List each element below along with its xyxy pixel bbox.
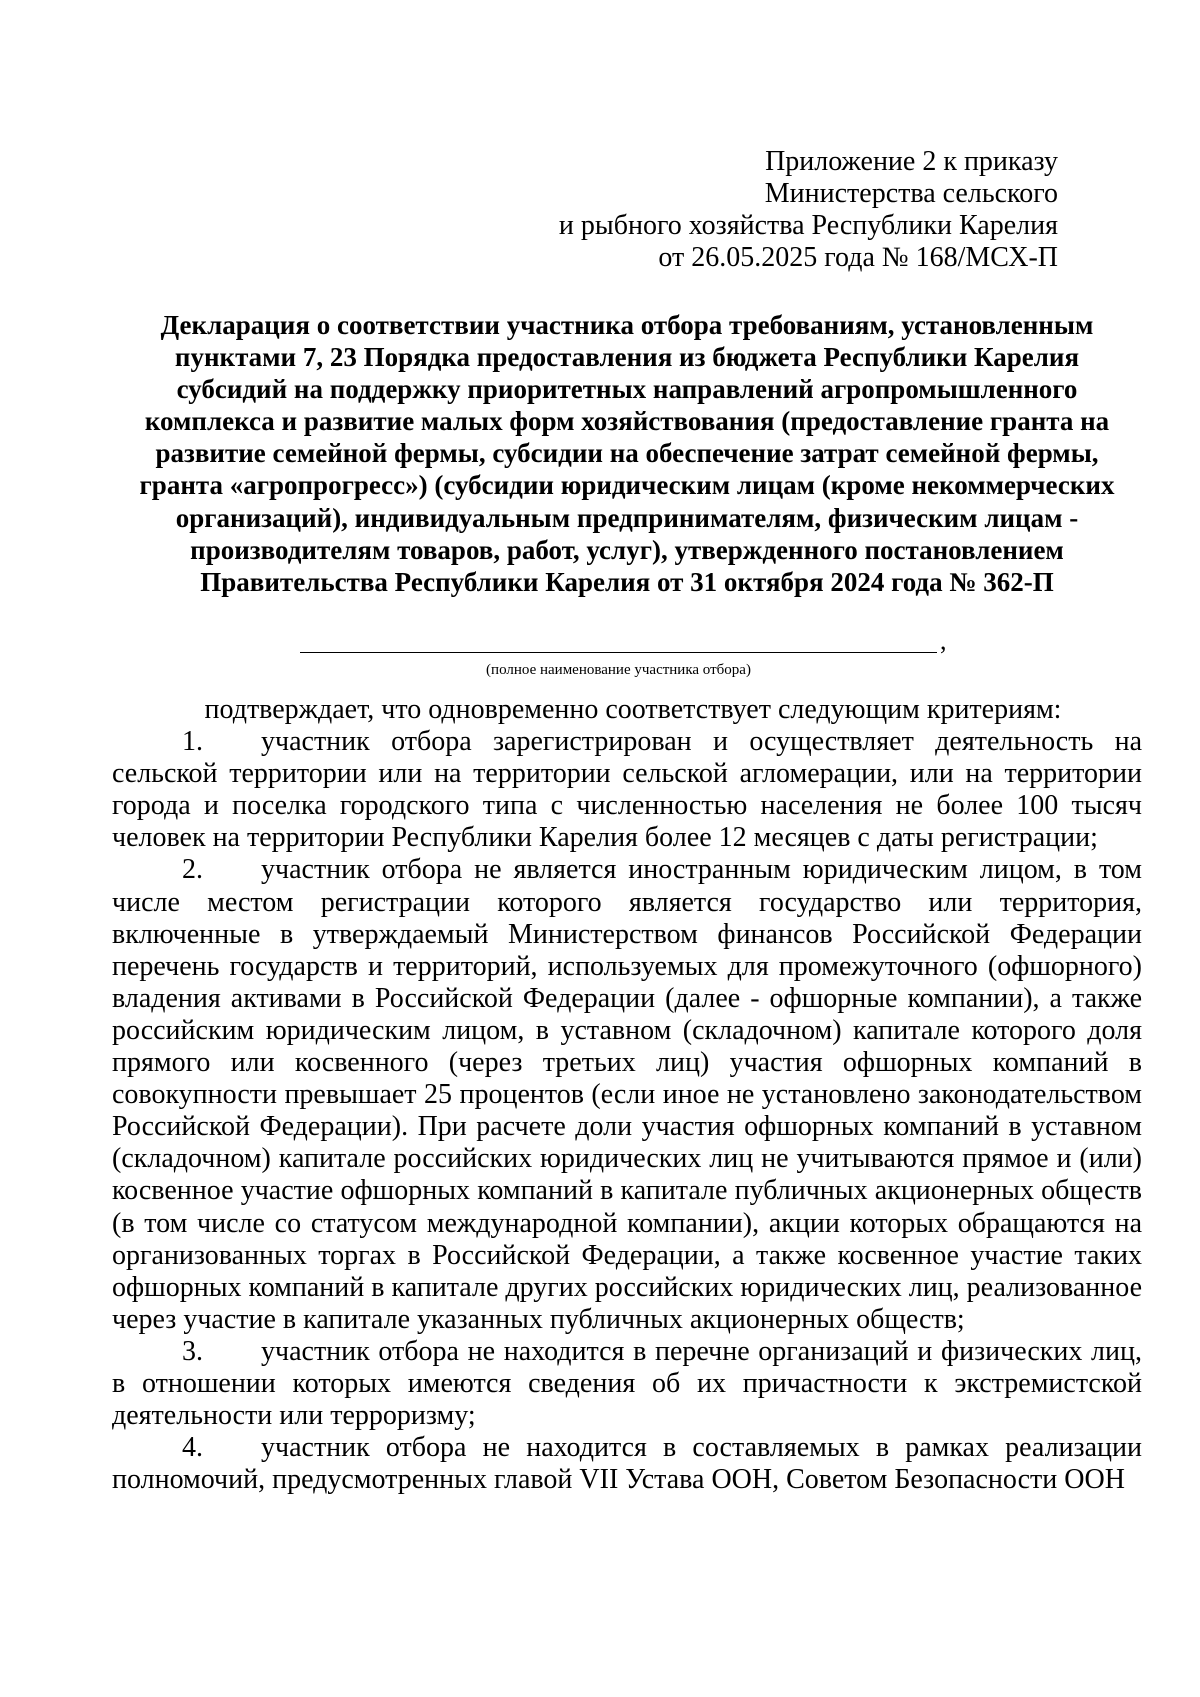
criterion-item [112,854,1142,1335]
criterion-item [112,1336,1142,1432]
declaration-title [112,309,1142,598]
criterion-item [112,726,1142,854]
appendix-header-line: и рыбного хозяйства Республики Карелия [558,210,1058,241]
appendix-header-line: от 26.05.2025 года № 168/МСХ-П [658,242,1058,273]
criterion-item [112,1432,1142,1496]
title-line: развитие семейной фермы, субсидии на обеспечение затрат семейной фермы, [155,438,1099,469]
criterion-number: 1. [182,726,203,758]
participant-name-caption: (полное наименование участника отбора) [486,662,751,678]
title-line: субсидий на поддержку приоритетных направлений агропромышленного [176,374,1078,405]
appendix-header-line: Приложение 2 к приказу [765,146,1058,177]
criterion-text: участник отбора не находится в перечне организаций и физических лиц, в отношении которых имеются сведения об их причастности к экстремистской деятельности или терроризму; [112,1335,1142,1432]
title-line: пунктами 7, 23 Порядка предоставления из бюджета Республики Карелия [174,342,1080,373]
title-line: организаций), индивидуальным предпринимателям, физическим лицам - [175,502,1079,533]
criterion-text: участник отбора не находится в составляемых в рамках реализации полномочий, предусмотренных главой VII Устава ООН, Советом Безопасности ООН [112,1432,1142,1496]
participant-name-field[interactable] [300,626,960,655]
title-line: гранта «агропрогресс») (субсидии юридическим лицам (кроме некоммерческих [139,470,1115,501]
appendix-header-line: Министерства сельского [764,178,1058,209]
title-line: Правительства Республики Карелия от 31 октября 2024 года № 362-П [200,566,1054,597]
criterion-number: 4. [182,1432,203,1464]
criterion-text: участник отбора не является иностранным юридическим лицом, в том числе местом регистрации которого является государство или территория, включенные в утверждаемый Министерством финансов Российской Федерации перечень государств и территорий, используемых для промежуточного (офшорного) владения активами в Российской Федерации (далее - офшорные компании), а также российским юридическим лицом, в уставном (складочном) капитале которого доля прямого или косвенного (через третьих лиц) участия офшорных компаний в совокупности превышает 25 процентов (если иное не установлено законодательством Российской Федерации). При расчете доли участия офшорных компаний в уставном (складочном) капитале российских юридических лиц не учитываются прямое и (или) косвенное участие офшорных компаний в капитале публичных акционерных обществ (в том числе со статусом международной компании), акции которых обращаются на организованных торгах в Российской Федерации, а также косвенное участие таких офшорных компаний в капитале других российских юридических лиц, реализованное через участие в капитале указанных публичных акционерных обществ; [112,854,1142,1335]
criterion-number: 2. [182,854,203,886]
appendix-header [358,146,1058,274]
confirmation-intro: подтверждает, что одновременно соответствует следующим критериям: [204,694,1062,725]
criterion-number: 3. [182,1335,203,1367]
declaration-body [112,694,1142,1496]
participant-name-comma: , [940,626,947,655]
participant-name-blank-line[interactable] [300,652,937,653]
title-line: Декларация о соответствии участника отбора требованиям, установленным [160,310,1094,340]
criterion-text: участник отбора зарегистрирован и осуществляет деятельность на сельской территории или на территории сельской агломерации, или на территории города и поселка городского типа с численностью населения не более 100 тысяч человек на территории Республики Карелия более 12 месяцев с даты регистрации; [112,726,1142,854]
title-line: комплекса и развитие малых форм хозяйствования (предоставление гранта на [144,406,1110,437]
title-line: производителям товаров, работ, услуг), утвержденного постановлением [190,534,1064,565]
